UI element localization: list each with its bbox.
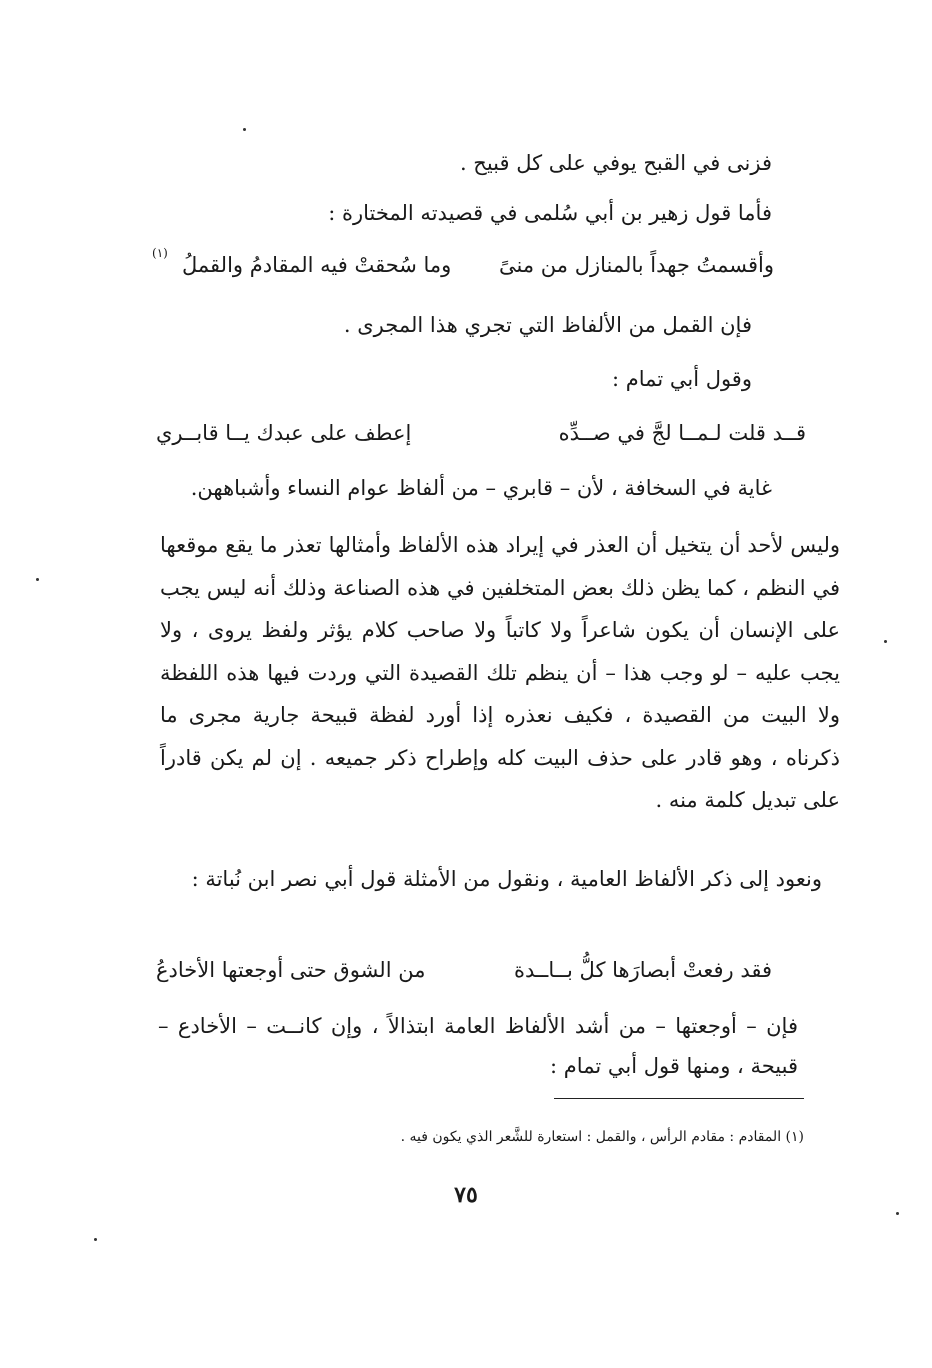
verse-hemistich-right: قــد قلت لـمــا لجَّ في صــدِّه xyxy=(558,421,806,445)
scan-speck xyxy=(884,640,887,643)
text-line: فإن القمل من الألفاظ التي تجري هذا المجرى . xyxy=(343,313,752,337)
scan-speck xyxy=(896,1212,899,1215)
text-line: وقول أبي تمام : xyxy=(612,367,752,391)
page-number: ٧٥ xyxy=(454,1182,478,1208)
footnote-marker: (١) xyxy=(152,246,168,260)
text-line: غاية في السخافة ، لأن – قابري – من ألفاظ عوام النساء وأشباههن. xyxy=(190,476,772,500)
text-line: فزنى في القبح يوفي على كل قبيح . xyxy=(459,151,772,175)
verse-hemistich-left: وما سُحقتْ فيه المقادمُ والقملُ xyxy=(182,253,452,277)
scan-speck xyxy=(94,1238,97,1241)
body-paragraph: ونعود إلى ذكر الألفاظ العامية ، ونقول من الأمثلة قول أبي نصر ابن نُباتة : xyxy=(191,867,822,891)
body-paragraph: وليس لأحد أن يتخيل أن العذر في إيراد هذه الألفاظ وأمثالها تعذر ما يقع موقعها في النظم ، كما يظن ذلك بعض المتخلفين في هذه الصناعة وذلك أنه ليس يجب على الإنسان أن يكون شاعراً ولا كاتباً ولا صاحب كلام يؤثر ولفظ يروى ، ولا يجب عليه – لو وجب هذا – أن ينظم تلك القصيدة التي وردت فيها هذه اللفظة ولا البيت من القصيدة ، فكيف نعذره إذا أورد لفظة قبيحة جارية مجرى ما ذكرناه ، وهو قادر على حذف البيت كله وإطراح ذكر جميعه . إن لم يكن قادراً على تبديل كلمة منه . xyxy=(160,533,840,812)
verse-hemistich-right: وأقسمتُ جهداً بالمنازل من منىً xyxy=(499,253,774,277)
verse-hemistich-left: من الشوق حتى أوجعتها الأخادعُ xyxy=(156,958,426,982)
verse-hemistich-left: إعطف على عبدك يــا قابــري xyxy=(156,421,412,445)
text-line: فأما قول زهير بن أبي سُلمى في قصيدته المختارة : xyxy=(328,201,772,225)
footnote-separator xyxy=(554,1098,804,1099)
scan-speck xyxy=(243,128,246,131)
footnote: (١) المقادم : مقادم الرأس ، والقمل : استعارة للشَّعر الذي يكون فيه . xyxy=(400,1129,804,1145)
body-paragraph: فإن – أوجعتها – من أشد الألفاظ العامة ابتذالاً ، وإن كانــت – الأخادع – قبيحة ، ومنها قول أبي تمام : xyxy=(158,1014,798,1078)
verse-hemistich-right: فقد رفعتْ أبصارَها كلُّ بــاــدة xyxy=(514,958,772,982)
scan-speck xyxy=(36,578,39,581)
